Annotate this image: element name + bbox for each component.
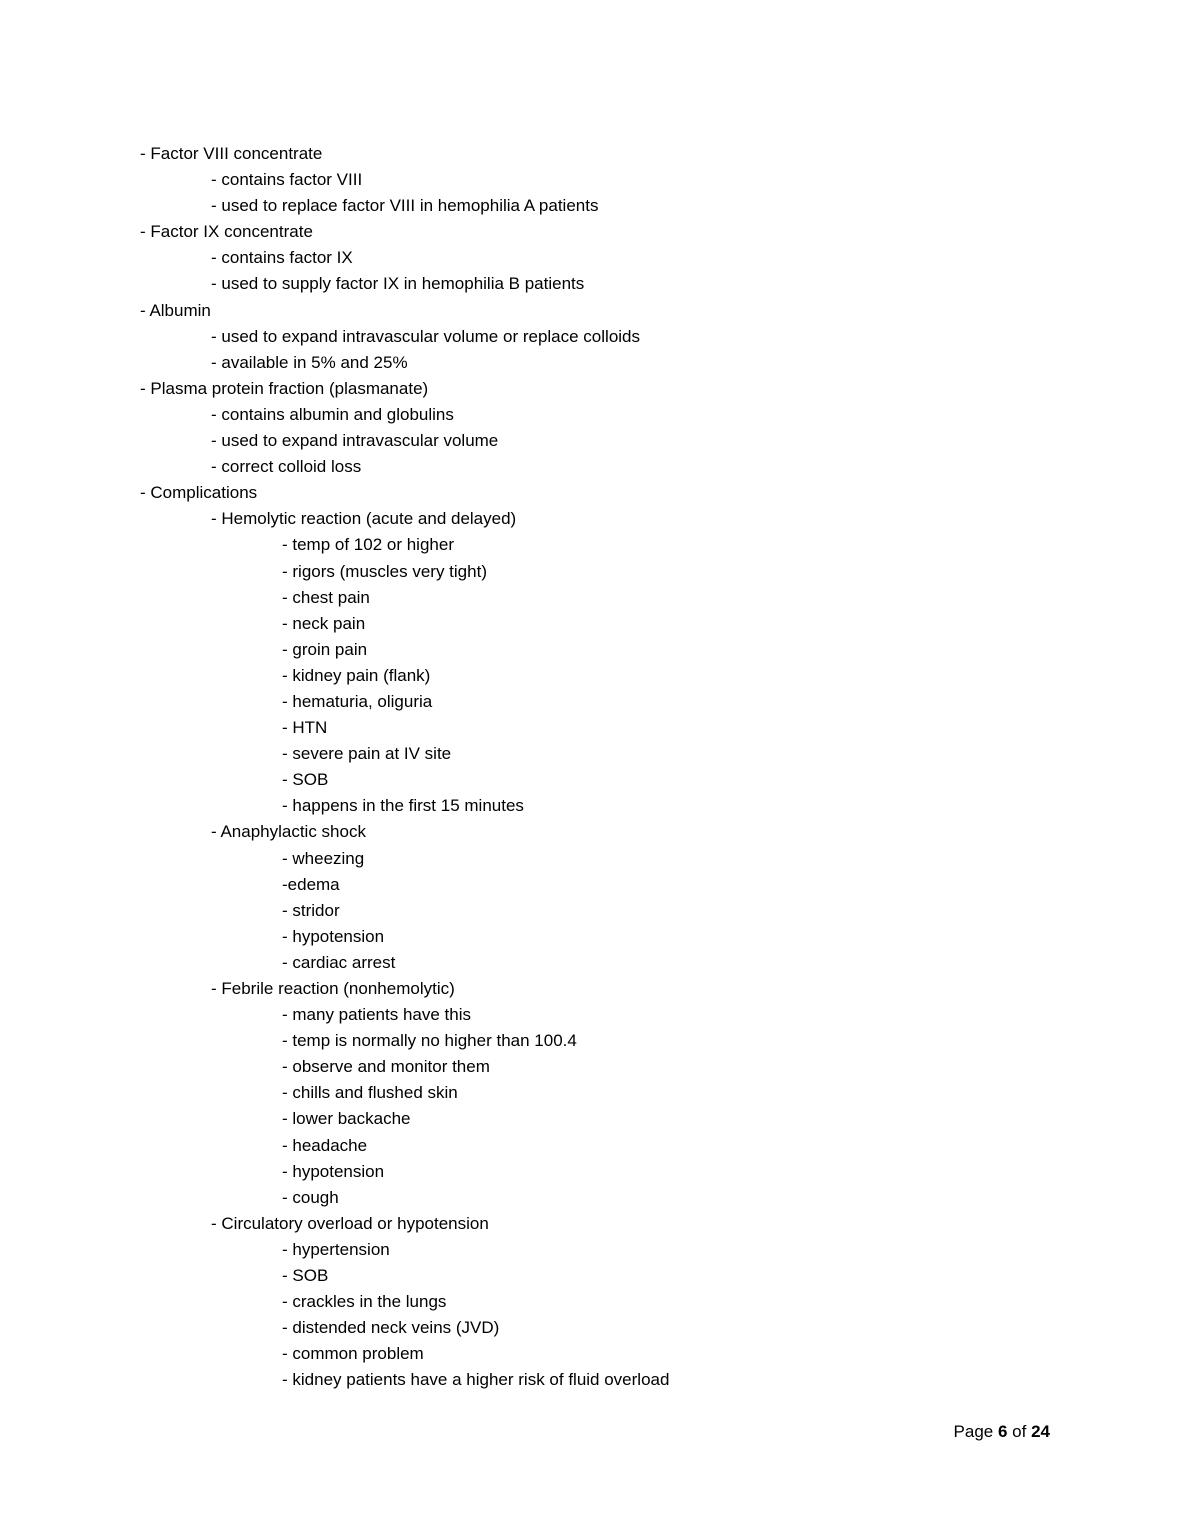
document-line: - hypotension xyxy=(282,1161,385,1181)
document-line: -edema xyxy=(282,874,340,894)
document-line: - chills and flushed skin xyxy=(282,1083,458,1103)
document-line: - hematuria, oliguria xyxy=(282,691,433,711)
document-line: - chest pain xyxy=(282,587,370,607)
document-line: - Hemolytic reaction (acute and delayed) xyxy=(211,509,517,529)
document-line: - common problem xyxy=(282,1344,424,1364)
document-line: - many patients have this xyxy=(282,1005,471,1025)
document-line: - neck pain xyxy=(282,613,366,633)
document-line: - used to replace factor VIII in hemophilia A patients xyxy=(211,196,599,216)
document-line: - lower backache xyxy=(282,1109,411,1129)
document-line: - headache xyxy=(282,1135,368,1155)
document-line: - severe pain at IV site xyxy=(282,744,452,764)
document-line: - Febrile reaction (nonhemolytic) xyxy=(211,979,455,998)
document-line: - Circulatory overload or hypotension xyxy=(211,1213,489,1233)
document-line: - contains factor VIII xyxy=(211,170,363,190)
document-line: - available in 5% and 25% xyxy=(211,352,408,372)
document-line: - Plasma protein fraction (plasmanate) xyxy=(140,378,429,398)
document-line: - observe and monitor them xyxy=(282,1057,490,1077)
document-line: - temp of 102 or higher xyxy=(282,535,454,555)
document-line: - temp is normally no higher than 100.4 xyxy=(282,1031,577,1051)
document-line: - HTN xyxy=(282,718,328,738)
document-line: - correct colloid loss xyxy=(211,457,362,477)
document-line: - SOB xyxy=(282,770,329,790)
document-line: - hypertension xyxy=(282,1239,390,1259)
document-line: - distended neck veins (JVD) xyxy=(282,1318,500,1338)
document-line: - crackles in the lungs xyxy=(282,1292,447,1312)
document-line: - used to expand intravascular volume xyxy=(211,431,499,451)
document-line: - Factor VIII concentrate xyxy=(140,144,323,163)
document-line: - contains factor IX xyxy=(211,248,353,268)
document-line: - used to supply factor IX in hemophilia B patients xyxy=(211,274,585,294)
document-line: - rigors (muscles very tight) xyxy=(282,561,487,581)
document-line: - contains albumin and globulins xyxy=(211,404,454,424)
document-line: - wheezing xyxy=(282,848,365,868)
document-line: - hypotension xyxy=(282,926,385,946)
document-line: - kidney patients have a higher risk of fluid overload xyxy=(282,1370,670,1390)
document-line: - happens in the first 15 minutes xyxy=(282,796,524,816)
document-line: - kidney pain (flank) xyxy=(282,665,431,685)
document-line: - groin pain xyxy=(282,639,368,659)
document-line: - SOB xyxy=(282,1266,329,1286)
document-line: - cough xyxy=(282,1187,339,1207)
footer-page-number: 6 xyxy=(997,1422,1008,1441)
document-line: - Anaphylactic shock xyxy=(211,822,366,842)
footer-separator: of xyxy=(1007,1422,1032,1441)
footer-total-pages: 24 xyxy=(1031,1422,1050,1441)
document-line: - Albumin xyxy=(140,300,211,320)
document-line: - used to expand intravascular volume or replace colloids xyxy=(211,326,641,346)
document-line: - stridor xyxy=(282,900,340,920)
document-line: - Complications xyxy=(140,483,258,503)
footer-prefix: Page xyxy=(953,1422,998,1441)
document-body xyxy=(140,141,1090,1394)
document-line: - Factor IX concentrate xyxy=(140,222,313,242)
document-line: - cardiac arrest xyxy=(282,952,396,972)
page-footer xyxy=(954,1419,1050,1445)
